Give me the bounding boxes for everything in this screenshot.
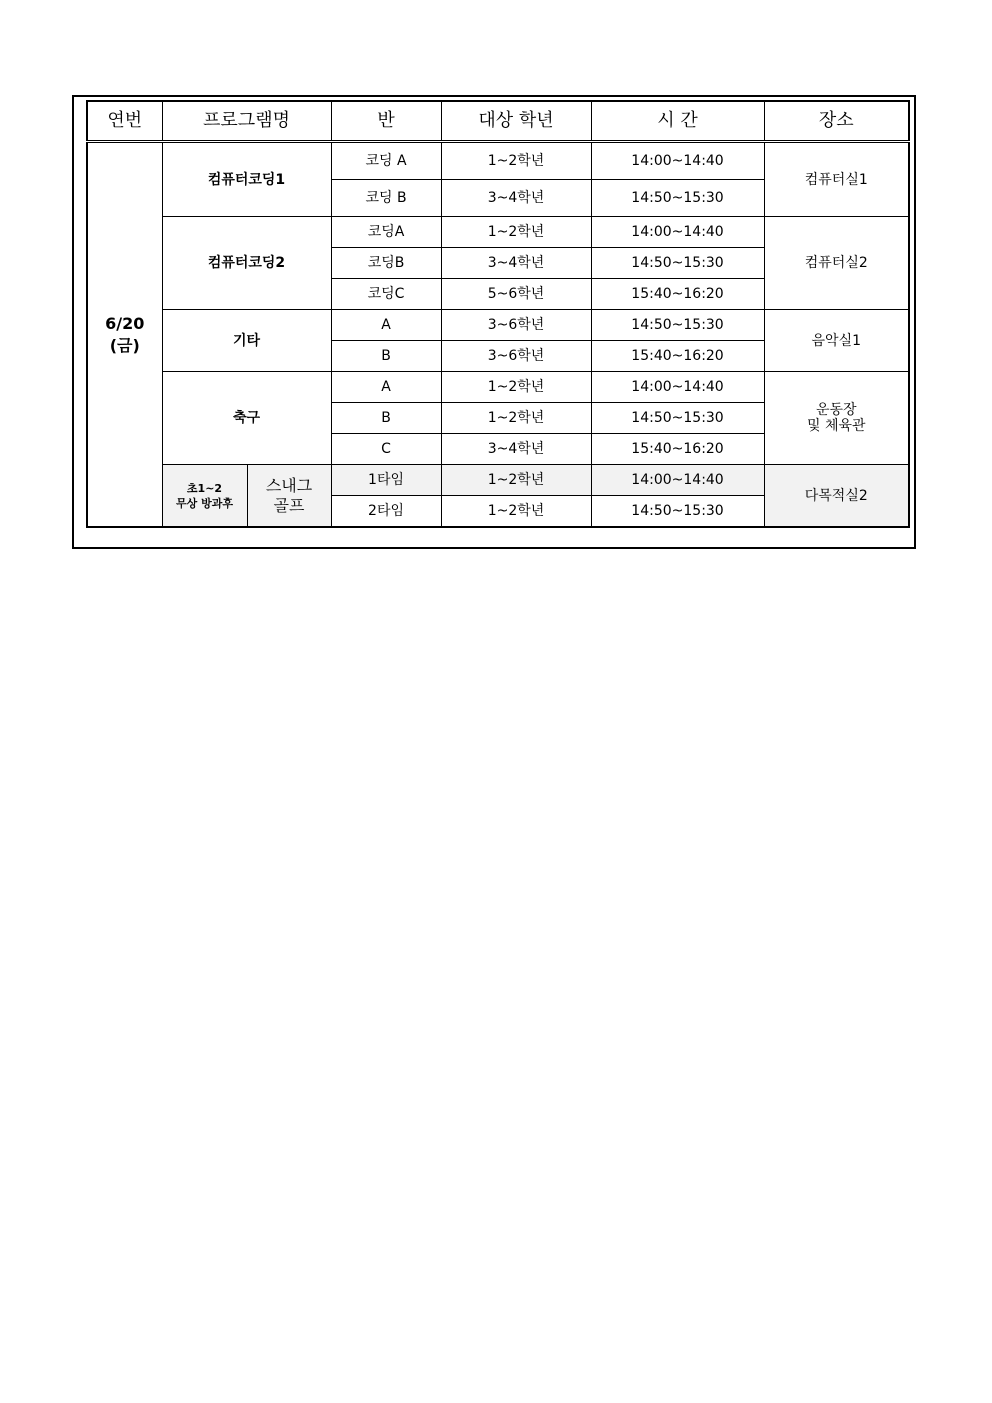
class-cell: A (331, 310, 441, 341)
time-cell: 14:50~15:30 (591, 403, 764, 434)
time-cell: 14:00~14:40 (591, 372, 764, 403)
class-cell: 코딩 B (331, 180, 441, 217)
header-grade: 대상 학년 (441, 101, 591, 142)
class-cell: 코딩 A (331, 142, 441, 180)
program-note (162, 465, 247, 528)
class-cell: 코딩B (331, 248, 441, 279)
place-cell: 다목적실2 (764, 465, 909, 528)
golf-name-line2: 골프 (273, 495, 305, 515)
place-cell: 컴퓨터실1 (764, 142, 909, 217)
program-name: 기타 (162, 310, 331, 372)
header-program: 프로그램명 (162, 101, 331, 142)
header-place: 장소 (764, 101, 909, 142)
time-cell: 14:50~15:30 (591, 310, 764, 341)
class-cell: C (331, 434, 441, 465)
grade-cell: 3~4학년 (441, 434, 591, 465)
time-cell: 14:50~15:30 (591, 496, 764, 528)
class-cell: 1타임 (331, 465, 441, 496)
date-cell (87, 142, 162, 528)
grade-cell: 1~2학년 (441, 403, 591, 434)
time-cell: 15:40~16:20 (591, 434, 764, 465)
program-name: 축구 (162, 372, 331, 465)
note-line2: 무상 방과후 (176, 496, 233, 510)
place-line1: 운동장 (815, 402, 857, 418)
place-line2: 및 체육관 (806, 418, 866, 434)
date-line1: 6/20 (105, 313, 145, 333)
place-cell (764, 372, 909, 465)
grade-cell: 1~2학년 (441, 217, 591, 248)
grade-cell: 5~6학년 (441, 279, 591, 310)
grade-cell: 1~2학년 (441, 465, 591, 496)
place-cell: 컴퓨터실2 (764, 217, 909, 310)
class-cell: 2타임 (331, 496, 441, 528)
time-cell: 15:40~16:20 (591, 279, 764, 310)
table-row (87, 217, 909, 248)
header-class: 반 (331, 101, 441, 142)
header-no: 연번 (87, 101, 162, 142)
grade-cell: 3~6학년 (441, 341, 591, 372)
class-cell: A (331, 372, 441, 403)
program-name: 컴퓨터코딩2 (162, 217, 331, 310)
header-row (87, 101, 909, 142)
program-name: 컴퓨터코딩1 (162, 142, 331, 217)
time-cell: 14:00~14:40 (591, 217, 764, 248)
grade-cell: 1~2학년 (441, 372, 591, 403)
time-cell: 14:00~14:40 (591, 142, 764, 180)
time-cell: 14:50~15:30 (591, 248, 764, 279)
class-cell: B (331, 403, 441, 434)
table-row (87, 142, 909, 180)
class-cell: 코딩C (331, 279, 441, 310)
time-cell: 15:40~16:20 (591, 341, 764, 372)
header-time: 시 간 (591, 101, 764, 142)
grade-cell: 1~2학년 (441, 142, 591, 180)
grade-cell: 3~4학년 (441, 180, 591, 217)
table-row (87, 465, 909, 496)
table-row (87, 310, 909, 341)
class-cell: 코딩A (331, 217, 441, 248)
grade-cell: 1~2학년 (441, 496, 591, 528)
time-cell: 14:00~14:40 (591, 465, 764, 496)
class-cell: B (331, 341, 441, 372)
date-line2: (금) (109, 335, 140, 355)
grade-cell: 3~6학년 (441, 310, 591, 341)
place-cell: 음악실1 (764, 310, 909, 372)
table-row (87, 372, 909, 403)
golf-name-line1: 스내그 (265, 475, 313, 495)
note-line1: 초1~2 (186, 481, 223, 495)
time-cell: 14:50~15:30 (591, 180, 764, 217)
schedule-table (86, 100, 910, 528)
program-name (247, 465, 331, 528)
grade-cell: 3~4학년 (441, 248, 591, 279)
